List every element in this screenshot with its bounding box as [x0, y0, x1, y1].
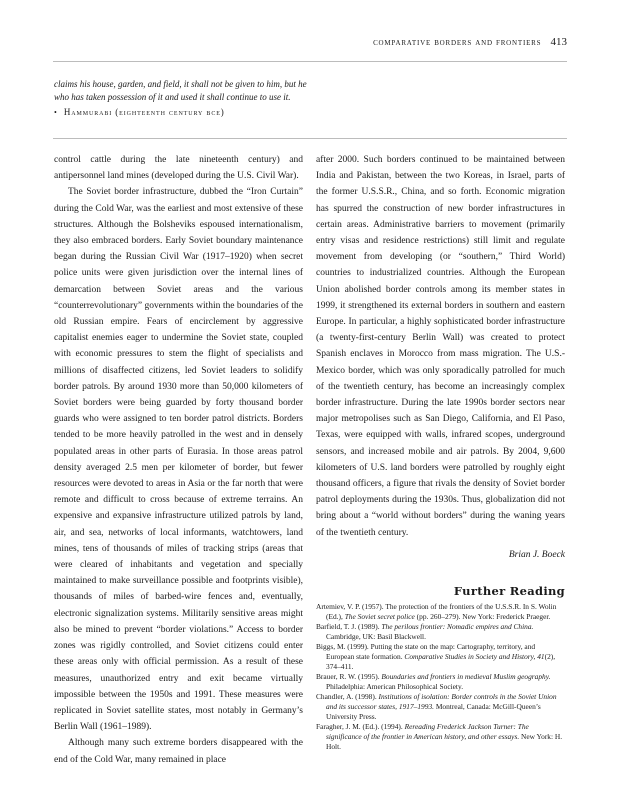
reference-list: [316, 602, 565, 752]
reference-item: Chandler, A. (1998). Institutions of isolation: Border controls in the Soviet Union and its successor states, 1917–1993. Montreal, Canada: McGill-Queen’s University Press.: [316, 692, 557, 722]
bullet-icon: •: [54, 108, 58, 117]
left-column: [54, 152, 303, 768]
reference-item: Barfield, T. J. (1989). The perilous frontier: Nomadic empires and China. Cambridge, UK: Basil Blackwell.: [316, 622, 534, 642]
paragraph: Although many such extreme borders disappeared with the end of the Cold War, many remained in place: [54, 738, 303, 765]
paragraph: after 2000. Such borders continued to be maintained between India and Pakistan, between the two Koreas, in Israel, parts of the former U.S.S.R., China, and so forth. Economic migration has spurred the construction of new border infrastructures in certain areas. Administrative barriers to movement (primarily entry visas and residence restrictions) still limit and regulate movement from developing (or “southern,” Third World) countries to industrialized countries. Although the European Union abolished border controls among its member states in 1999, it strengthened its external borders in southern and eastern Europe. In particular, a highly sophisticated border infrastructure (a twenty-first-century Berlin Wall) was created to protect Spanish enclaves in Morocco from mass migration. The U.S.-Mexico border, which was only sporadically patrolled for much of the twentieth century, has become an increasingly complex border infrastructure. During the late 1990s border sectors near major metropolises such as San Diego, California, and El Paso, Texas, were equipped with walls, infrared scopes, underground sensors, and increased mobile and air patrols. By 2004, 9,600 kilometers of U.S. land borders were patrolled by roughly eight thousand officers, a figure that rivals the density of Soviet border patrol deployments during the 1930s. Thus, globalization did not bring about a “world without borders” during the waning years of the twentieth century.: [316, 155, 565, 538]
epigraph-rule: [53, 138, 567, 139]
paragraph: The Soviet border infrastructure, dubbed the “Iron Curtain” during the Cold War, was the earliest and most extensive of these structures. Although the Bolsheviks espoused internationalism, they also embraced borders. Early Soviet boundary maintenance began during the Russian Civil War (1917–1920) when secret police units were given jurisdiction over the internal lines of demarcation between Soviet areas and the various “counterrevolutionary” governments within the boundaries of the old Russian empire. Fears of encirclement by aggressive capitalist enemies eager to undermine the Soviet state, coupled with economic pressures to stem the flight of specialists and millions of disaffected citizens, led Soviet leaders to solidify border patrols. By around 1930 more than 50,000 kilometers of Soviet borders were being guarded by forty thousand border guards who were assigned to ten border patrol districts. Borders tended to be more heavily patrolled in the west and in densely populated areas in other parts of Eurasia. In those areas patrol density averaged 2.5 men per kilometer of border, but fewer resources were devoted to areas in Asia or the far north that were remote and difficult to cross because of extreme terrains. An expensive and expansive infrastructure utilized patrols by land, air, and sea, networks of local informants, watchtowers, land mines, tens of thousands of miles of tracking strips (areas that were cleared of inhabitants and vegetation and specially maintained to make surveillance possible and footprints visible), thousands of miles of barbed-wire fences and, eventually, electronic signalization systems. Militarily sensitive areas might also be mined to prevent “border violations.” Access to border zones was rigidly controlled, and Soviet citizens could enter these areas only with official permission. As a result of these measures, unauthorized entry and exit became virtually impossible between the 1950s and 1991. These measures were replicated in Soviet satellite states, most notably in Germany’s Berlin Wall (1961–1989).: [54, 187, 303, 733]
epigraph-attribution-row: [54, 106, 374, 119]
reference-item: Artemiev, V. P. (1957). The protection of the frontiers of the U.S.S.R. In S. Wolin (Ed.), The Soviet secret police (pp. 260–279). New York: Frederick Praeger.: [316, 602, 557, 622]
right-column: [316, 152, 565, 752]
page-number: 413: [550, 36, 567, 48]
reference-item: Biggs, M. (1999). Putting the state on the map: Cartography, territory, and European state formation. Comparative Studies in Society and History, 41(2), 374–411.: [316, 642, 556, 672]
further-reading-heading: Further Reading: [453, 584, 565, 599]
epigraph: [54, 78, 374, 119]
epigraph-line-1: claims his house, garden, and field, it shall not be given to him, but he: [54, 79, 307, 89]
reference-item: Brauer, R. W. (1995). Boundaries and frontiers in medieval Muslim geography. Philadelphia: American Philosophical Society.: [316, 672, 551, 692]
reference-item: Faragher, J. M. (Ed.). (1994). Rereading Frederick Jackson Turner: The significance of the frontier in American history, and other essays. New York: H. Holt.: [316, 722, 563, 752]
running-title: comparative borders and frontiers: [373, 38, 542, 48]
epigraph-attribution: Hammurabi (eighteenth century bce): [63, 107, 225, 117]
article-author: Brian J. Boeck: [508, 549, 565, 560]
header-rule: [53, 61, 567, 62]
epigraph-line-2: who has taken possession of it and used it shall continue to use it.: [54, 92, 291, 102]
running-header: [300, 36, 567, 48]
paragraph: control cattle during the late nineteenth century) and antipersonnel land mines (developed during the U.S. Civil War).: [54, 155, 303, 182]
